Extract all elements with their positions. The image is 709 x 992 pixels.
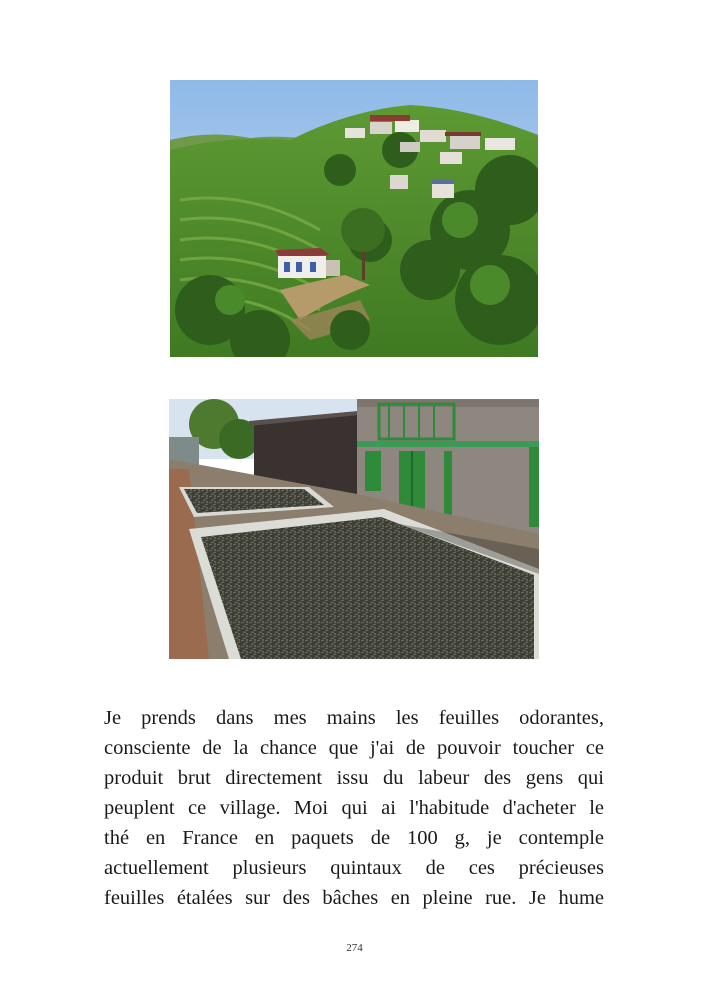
text-line-7: feuilles étalées sur des bâches en pleine rue. Je hume (104, 887, 604, 909)
green-trim (357, 441, 539, 447)
village-hillside-photo (170, 80, 538, 357)
green-window (365, 451, 381, 491)
page-number: 274 (346, 942, 363, 954)
text-line-6: actuellement plusieurs quintaux de ces précieuses (104, 857, 604, 879)
text-line-4: peuplent ce village. Moi qui ai l'habitude d'acheter le (104, 797, 604, 819)
text-line-3: produit brut directement issu du labeur des gens qui (104, 767, 604, 789)
green-edge (529, 447, 539, 527)
text-line-5: thé en France en paquets de 100 g, je contemple (104, 827, 604, 849)
text-line-1: Je prends dans mes mains les feuilles odorantes, (104, 707, 604, 729)
green-pillar (444, 451, 452, 521)
text-line-2: consciente de la chance que j'ai de pouvoir toucher ce (104, 737, 604, 759)
tea-drying-photo (169, 399, 539, 659)
tea-drying-illustration (169, 399, 539, 659)
body-paragraph (104, 703, 604, 913)
village-hillside-illustration (170, 80, 538, 357)
